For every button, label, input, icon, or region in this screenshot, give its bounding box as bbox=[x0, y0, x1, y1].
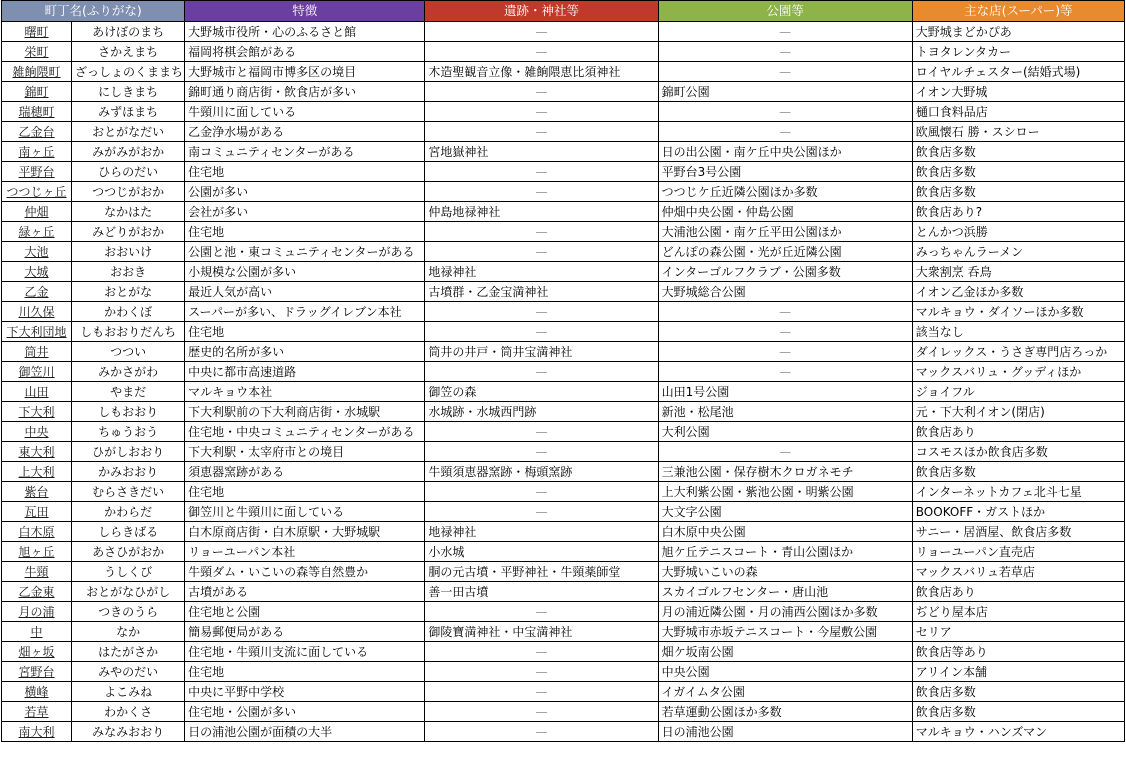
table-row bbox=[2, 442, 1125, 462]
table-row bbox=[2, 182, 1125, 202]
town-name-link[interactable]: つつじヶ丘 bbox=[2, 182, 72, 202]
feature-cell: 住宅地 bbox=[185, 662, 425, 682]
shop-cell: BOOKOFF・ガストほか bbox=[912, 502, 1124, 522]
ruins-cell: — bbox=[425, 682, 658, 702]
table-row bbox=[2, 482, 1125, 502]
ruins-cell: — bbox=[425, 162, 658, 182]
town-kana: みがみがおか bbox=[72, 142, 185, 162]
table-row bbox=[2, 622, 1125, 642]
feature-cell: 下大利駅前の下大利商店街・水城駅 bbox=[185, 402, 425, 422]
town-name-link[interactable]: 錦町 bbox=[2, 82, 72, 102]
town-name-link[interactable]: 下大利 bbox=[2, 402, 72, 422]
shop-cell: イオン大野城 bbox=[912, 82, 1124, 102]
ruins-cell: 牛頸須恵器窯跡・梅頭窯跡 bbox=[425, 462, 658, 482]
header-feature: 特徴 bbox=[185, 1, 425, 22]
park-cell: — bbox=[658, 362, 912, 382]
town-name-link[interactable]: 曙町 bbox=[2, 22, 72, 42]
table-row bbox=[2, 222, 1125, 242]
ruins-cell: 筒井の井戸・筒井宝満神社 bbox=[425, 342, 658, 362]
feature-cell: 公園と池・東コミュニティセンターがある bbox=[185, 242, 425, 262]
shop-cell: インターネットカフェ北斗七星 bbox=[912, 482, 1124, 502]
town-kana: つつい bbox=[72, 342, 185, 362]
town-kana: ひがしおおり bbox=[72, 442, 185, 462]
park-cell: 錦町公園 bbox=[658, 82, 912, 102]
park-cell: 若草運動公園ほか多数 bbox=[658, 702, 912, 722]
table-row bbox=[2, 662, 1125, 682]
ruins-cell: — bbox=[425, 182, 658, 202]
table-row bbox=[2, 302, 1125, 322]
feature-cell: マルキョウ本社 bbox=[185, 382, 425, 402]
table-row bbox=[2, 122, 1125, 142]
park-cell: 日の浦池公園 bbox=[658, 722, 912, 742]
ruins-cell: — bbox=[425, 362, 658, 382]
town-name-link[interactable]: 月の浦 bbox=[2, 602, 72, 622]
park-cell: 大利公園 bbox=[658, 422, 912, 442]
town-name-link[interactable]: 乙金東 bbox=[2, 582, 72, 602]
town-name-link[interactable]: 川久保 bbox=[2, 302, 72, 322]
park-cell: 大野城いこいの森 bbox=[658, 562, 912, 582]
table-row bbox=[2, 282, 1125, 302]
shop-cell: 該当なし bbox=[912, 322, 1124, 342]
feature-cell: 公園が多い bbox=[185, 182, 425, 202]
shop-cell: 飲食店多数 bbox=[912, 162, 1124, 182]
park-cell: 大野城総合公園 bbox=[658, 282, 912, 302]
table-row bbox=[2, 382, 1125, 402]
park-cell: 白木原中央公園 bbox=[658, 522, 912, 542]
town-name-link[interactable]: 旭ヶ丘 bbox=[2, 542, 72, 562]
ruins-cell: — bbox=[425, 442, 658, 462]
table-row bbox=[2, 682, 1125, 702]
town-kana: かみおおり bbox=[72, 462, 185, 482]
town-kana: しもおおりだんち bbox=[72, 322, 185, 342]
shop-cell: マックスバリュ・グッディほか bbox=[912, 362, 1124, 382]
ruins-cell: 胴の元古墳・平野神社・牛頸薬師堂 bbox=[425, 562, 658, 582]
ruins-cell: — bbox=[425, 322, 658, 342]
shop-cell: 飲食店あり bbox=[912, 422, 1124, 442]
town-kana: なか bbox=[72, 622, 185, 642]
table-row bbox=[2, 102, 1125, 122]
feature-cell: 住宅地・牛頸川支流に面している bbox=[185, 642, 425, 662]
feature-cell: 住宅地 bbox=[185, 482, 425, 502]
feature-cell: 中央に平野中学校 bbox=[185, 682, 425, 702]
town-kana: むらさきだい bbox=[72, 482, 185, 502]
feature-cell: 住宅地 bbox=[185, 322, 425, 342]
shop-cell: ダイレックス・うさぎ専門店ろっか bbox=[912, 342, 1124, 362]
park-cell: — bbox=[658, 342, 912, 362]
table-row bbox=[2, 22, 1125, 42]
ruins-cell: — bbox=[425, 22, 658, 42]
shop-cell: 飲食店あり? bbox=[912, 202, 1124, 222]
ruins-cell: — bbox=[425, 502, 658, 522]
ruins-cell: 御陵寶満神社・中宝満神社 bbox=[425, 622, 658, 642]
feature-cell: 白木原商店街・白木原駅・大野城駅 bbox=[185, 522, 425, 542]
town-name-link[interactable]: 南ヶ丘 bbox=[2, 142, 72, 162]
feature-cell: 簡易郵便局がある bbox=[185, 622, 425, 642]
feature-cell: 御笠川と牛頸川に面している bbox=[185, 502, 425, 522]
table-row bbox=[2, 642, 1125, 662]
town-kana: ざっしょのくままち bbox=[72, 62, 185, 82]
town-table bbox=[1, 0, 1125, 742]
shop-cell: マルキョウ・ダイソーほか多数 bbox=[912, 302, 1124, 322]
header-shop: 主な店(スーパー)等 bbox=[912, 1, 1124, 22]
town-kana: あけぼのまち bbox=[72, 22, 185, 42]
park-cell: どんぽの森公園・光が丘近隣公園 bbox=[658, 242, 912, 262]
town-name-link[interactable]: 白木原 bbox=[2, 522, 72, 542]
park-cell: 旭ケ丘テニスコート・青山公園ほか bbox=[658, 542, 912, 562]
header-ruins: 遺跡・神社等 bbox=[425, 1, 658, 22]
ruins-cell: 水城跡・水城西門跡 bbox=[425, 402, 658, 422]
feature-cell: 福岡将棋会館がある bbox=[185, 42, 425, 62]
feature-cell: 会社が多い bbox=[185, 202, 425, 222]
ruins-cell: 善一田古墳 bbox=[425, 582, 658, 602]
feature-cell: 住宅地・中央コミュニティセンターがある bbox=[185, 422, 425, 442]
table-row bbox=[2, 722, 1125, 742]
feature-cell: 大野城市役所・心のふるさと館 bbox=[185, 22, 425, 42]
feature-cell: 下大利駅・太宰府市との境目 bbox=[185, 442, 425, 462]
park-cell: インターゴルフクラブ・公園多数 bbox=[658, 262, 912, 282]
park-cell: — bbox=[658, 442, 912, 462]
park-cell: イガイムタ公園 bbox=[658, 682, 912, 702]
town-name-link[interactable]: 仲畑 bbox=[2, 202, 72, 222]
town-kana: しもおおり bbox=[72, 402, 185, 422]
town-name-link[interactable]: 横峰 bbox=[2, 682, 72, 702]
ruins-cell: 地禄神社 bbox=[425, 522, 658, 542]
town-kana: かわくぼ bbox=[72, 302, 185, 322]
town-kana: さかえまち bbox=[72, 42, 185, 62]
feature-cell: 住宅地 bbox=[185, 222, 425, 242]
town-kana: ちゅうおう bbox=[72, 422, 185, 442]
feature-cell: 古墳がある bbox=[185, 582, 425, 602]
town-name-link[interactable]: 牛頸 bbox=[2, 562, 72, 582]
ruins-cell: — bbox=[425, 102, 658, 122]
feature-cell: 大野城市と福岡市博多区の境目 bbox=[185, 62, 425, 82]
town-name-link[interactable]: 筒井 bbox=[2, 342, 72, 362]
town-kana: しらきばる bbox=[72, 522, 185, 542]
town-kana: みやのだい bbox=[72, 662, 185, 682]
feature-cell: 中央に都市高速道路 bbox=[185, 362, 425, 382]
park-cell: — bbox=[658, 322, 912, 342]
ruins-cell: 仲島地禄神社 bbox=[425, 202, 658, 222]
feature-cell: 須恵器窯跡がある bbox=[185, 462, 425, 482]
park-cell: 大文字公園 bbox=[658, 502, 912, 522]
ruins-cell: — bbox=[425, 702, 658, 722]
feature-cell: 日の浦池公園が面積の大半 bbox=[185, 722, 425, 742]
feature-cell: 牛頸川に面している bbox=[185, 102, 425, 122]
park-cell: — bbox=[658, 42, 912, 62]
park-cell: 大野城市赤坂テニスコート・今屋敷公園 bbox=[658, 622, 912, 642]
shop-cell: 飲食店あり bbox=[912, 582, 1124, 602]
town-name-link[interactable]: 下大利団地 bbox=[2, 322, 72, 342]
town-name-link[interactable]: 雑餉隈町 bbox=[2, 62, 72, 82]
park-cell: — bbox=[658, 302, 912, 322]
shop-cell: 飲食店多数 bbox=[912, 462, 1124, 482]
town-kana: かわらだ bbox=[72, 502, 185, 522]
feature-cell: 住宅地・公園が多い bbox=[185, 702, 425, 722]
town-name-link[interactable]: 大城 bbox=[2, 262, 72, 282]
table-row bbox=[2, 202, 1125, 222]
feature-cell: 牛頸ダム・いこいの森等自然豊か bbox=[185, 562, 425, 582]
town-name-link[interactable]: 乙金 bbox=[2, 282, 72, 302]
park-cell: — bbox=[658, 62, 912, 82]
park-cell: — bbox=[658, 122, 912, 142]
town-name-link[interactable]: 平野台 bbox=[2, 162, 72, 182]
shop-cell: 飲食店多数 bbox=[912, 182, 1124, 202]
feature-cell: 最近人気が高い bbox=[185, 282, 425, 302]
table-row bbox=[2, 262, 1125, 282]
town-name-link[interactable]: 瑞穂町 bbox=[2, 102, 72, 122]
town-kana: にしきまち bbox=[72, 82, 185, 102]
table-row bbox=[2, 522, 1125, 542]
ruins-cell: 宮地嶽神社 bbox=[425, 142, 658, 162]
table-row bbox=[2, 42, 1125, 62]
town-name-link[interactable]: 御笠川 bbox=[2, 362, 72, 382]
park-cell: つつじケ丘近隣公園ほか多数 bbox=[658, 182, 912, 202]
shop-cell: コスモスほか飲食店多数 bbox=[912, 442, 1124, 462]
town-name-link[interactable]: 栄町 bbox=[2, 42, 72, 62]
shop-cell: 飲食店等あり bbox=[912, 642, 1124, 662]
ruins-cell: — bbox=[425, 482, 658, 502]
table-row bbox=[2, 542, 1125, 562]
feature-cell: スーパーが多い、ドラッグイレブン本社 bbox=[185, 302, 425, 322]
shop-cell: 飲食店多数 bbox=[912, 682, 1124, 702]
table-row bbox=[2, 502, 1125, 522]
ruins-cell: — bbox=[425, 642, 658, 662]
town-name-link[interactable]: 紫台 bbox=[2, 482, 72, 502]
feature-cell: 歴史的名所が多い bbox=[185, 342, 425, 362]
feature-cell: 住宅地 bbox=[185, 162, 425, 182]
ruins-cell: 小水城 bbox=[425, 542, 658, 562]
town-name-link[interactable]: 大池 bbox=[2, 242, 72, 262]
town-name-link[interactable]: 畑ヶ坂 bbox=[2, 642, 72, 662]
town-kana: うしくび bbox=[72, 562, 185, 582]
ruins-cell: 地禄神社 bbox=[425, 262, 658, 282]
ruins-cell: — bbox=[425, 422, 658, 442]
table-row bbox=[2, 462, 1125, 482]
ruins-cell: 御笠の森 bbox=[425, 382, 658, 402]
town-kana: おおき bbox=[72, 262, 185, 282]
shop-cell: セリア bbox=[912, 622, 1124, 642]
shop-cell: みっちゃんラーメン bbox=[912, 242, 1124, 262]
ruins-cell: — bbox=[425, 82, 658, 102]
park-cell: 三兼池公園・保存樹木クロガネモチ bbox=[658, 462, 912, 482]
park-cell: 上大利紫公園・紫池公園・明紫公園 bbox=[658, 482, 912, 502]
shop-cell: 元・下大利イオン(閉店) bbox=[912, 402, 1124, 422]
shop-cell: ぢどり屋本店 bbox=[912, 602, 1124, 622]
table-row bbox=[2, 422, 1125, 442]
town-name-link[interactable]: 山田 bbox=[2, 382, 72, 402]
park-cell: 中央公園 bbox=[658, 662, 912, 682]
town-name-link[interactable]: 瓦田 bbox=[2, 502, 72, 522]
town-kana: おとがな bbox=[72, 282, 185, 302]
shop-cell: サニー・居酒屋、飲食店多数 bbox=[912, 522, 1124, 542]
ruins-cell: 古墳群・乙金宝満神社 bbox=[425, 282, 658, 302]
shop-cell: リョーユーパン直売店 bbox=[912, 542, 1124, 562]
shop-cell: 欧風懐石 勝・スシロー bbox=[912, 122, 1124, 142]
town-kana: おおいけ bbox=[72, 242, 185, 262]
feature-cell: 住宅地と公園 bbox=[185, 602, 425, 622]
shop-cell: アリイン本舗 bbox=[912, 662, 1124, 682]
town-kana: つきのうら bbox=[72, 602, 185, 622]
town-kana: みなみおおり bbox=[72, 722, 185, 742]
table-row bbox=[2, 702, 1125, 722]
table-row bbox=[2, 162, 1125, 182]
town-name-link[interactable]: 宮野台 bbox=[2, 662, 72, 682]
table-row bbox=[2, 342, 1125, 362]
ruins-cell: — bbox=[425, 42, 658, 62]
town-name-link[interactable]: 中央 bbox=[2, 422, 72, 442]
table-row bbox=[2, 242, 1125, 262]
shop-cell: 樋口食料品店 bbox=[912, 102, 1124, 122]
park-cell: 新池・松尾池 bbox=[658, 402, 912, 422]
park-cell: 大浦池公園・南ケ丘平田公園ほか bbox=[658, 222, 912, 242]
ruins-cell: — bbox=[425, 302, 658, 322]
table-row bbox=[2, 582, 1125, 602]
table-row bbox=[2, 82, 1125, 102]
table-row bbox=[2, 402, 1125, 422]
feature-cell: 南コミュニティセンターがある bbox=[185, 142, 425, 162]
park-cell: 山田1号公園 bbox=[658, 382, 912, 402]
shop-cell: 大野城まどかぴあ bbox=[912, 22, 1124, 42]
table-row bbox=[2, 142, 1125, 162]
park-cell: — bbox=[658, 22, 912, 42]
shop-cell: トヨタレンタカー bbox=[912, 42, 1124, 62]
shop-cell: 飲食店多数 bbox=[912, 142, 1124, 162]
ruins-cell: — bbox=[425, 122, 658, 142]
town-name-link[interactable]: 東大利 bbox=[2, 442, 72, 462]
town-kana: なかはた bbox=[72, 202, 185, 222]
town-kana: おとがなひがし bbox=[72, 582, 185, 602]
feature-cell: リョーユーパン本社 bbox=[185, 542, 425, 562]
table-row bbox=[2, 602, 1125, 622]
table-body bbox=[2, 22, 1125, 742]
ruins-cell: — bbox=[425, 662, 658, 682]
town-kana: ひらのだい bbox=[72, 162, 185, 182]
shop-cell: マックスバリュ若草店 bbox=[912, 562, 1124, 582]
town-kana: はたがさか bbox=[72, 642, 185, 662]
table-header bbox=[2, 1, 1125, 22]
feature-cell: 小規模な公園が多い bbox=[185, 262, 425, 282]
town-name-link[interactable]: 中 bbox=[2, 622, 72, 642]
town-name-link[interactable]: 緑ヶ丘 bbox=[2, 222, 72, 242]
town-kana: わかくさ bbox=[72, 702, 185, 722]
town-kana: おとがなだい bbox=[72, 122, 185, 142]
shop-cell: 大衆割烹 呑鳥 bbox=[912, 262, 1124, 282]
town-kana: みかさがわ bbox=[72, 362, 185, 382]
shop-cell: ロイヤルチェスター(結婚式場) bbox=[912, 62, 1124, 82]
park-cell: 日の出公園・南ケ丘中央公園ほか bbox=[658, 142, 912, 162]
table-row bbox=[2, 322, 1125, 342]
ruins-cell: — bbox=[425, 222, 658, 242]
header-park: 公園等 bbox=[658, 1, 912, 22]
park-cell: — bbox=[658, 102, 912, 122]
shop-cell: イオン乙金ほか多数 bbox=[912, 282, 1124, 302]
feature-cell: 乙金浄水場がある bbox=[185, 122, 425, 142]
town-name-link[interactable]: 乙金台 bbox=[2, 122, 72, 142]
shop-cell: とんかつ浜勝 bbox=[912, 222, 1124, 242]
park-cell: 平野台3号公園 bbox=[658, 162, 912, 182]
shop-cell: マルキョウ・ハンズマン bbox=[912, 722, 1124, 742]
ruins-cell: — bbox=[425, 722, 658, 742]
town-name-link[interactable]: 若草 bbox=[2, 702, 72, 722]
table-row bbox=[2, 62, 1125, 82]
park-cell: 仲畑中央公園・仲島公園 bbox=[658, 202, 912, 222]
ruins-cell: — bbox=[425, 242, 658, 262]
town-name-link[interactable]: 南大利 bbox=[2, 722, 72, 742]
park-cell: スカイゴルフセンター・唐山池 bbox=[658, 582, 912, 602]
town-name-link[interactable]: 上大利 bbox=[2, 462, 72, 482]
ruins-cell: 木造聖観音立像・雑餉隈恵比須神社 bbox=[425, 62, 658, 82]
ruins-cell: — bbox=[425, 602, 658, 622]
table-row bbox=[2, 562, 1125, 582]
town-kana: みずほまち bbox=[72, 102, 185, 122]
town-kana: あさひがおか bbox=[72, 542, 185, 562]
shop-cell: 飲食店多数 bbox=[912, 702, 1124, 722]
table-row bbox=[2, 362, 1125, 382]
town-kana: つつじがおか bbox=[72, 182, 185, 202]
shop-cell: ジョイフル bbox=[912, 382, 1124, 402]
header-town: 町丁名(ふりがな) bbox=[2, 1, 185, 22]
town-kana: みどりがおか bbox=[72, 222, 185, 242]
park-cell: 月の浦近隣公園・月の浦西公園ほか多数 bbox=[658, 602, 912, 622]
town-kana: よこみね bbox=[72, 682, 185, 702]
feature-cell: 錦町通り商店街・飲食店が多い bbox=[185, 82, 425, 102]
header-row bbox=[2, 1, 1125, 22]
park-cell: 畑ケ坂南公園 bbox=[658, 642, 912, 662]
town-kana: やまだ bbox=[72, 382, 185, 402]
